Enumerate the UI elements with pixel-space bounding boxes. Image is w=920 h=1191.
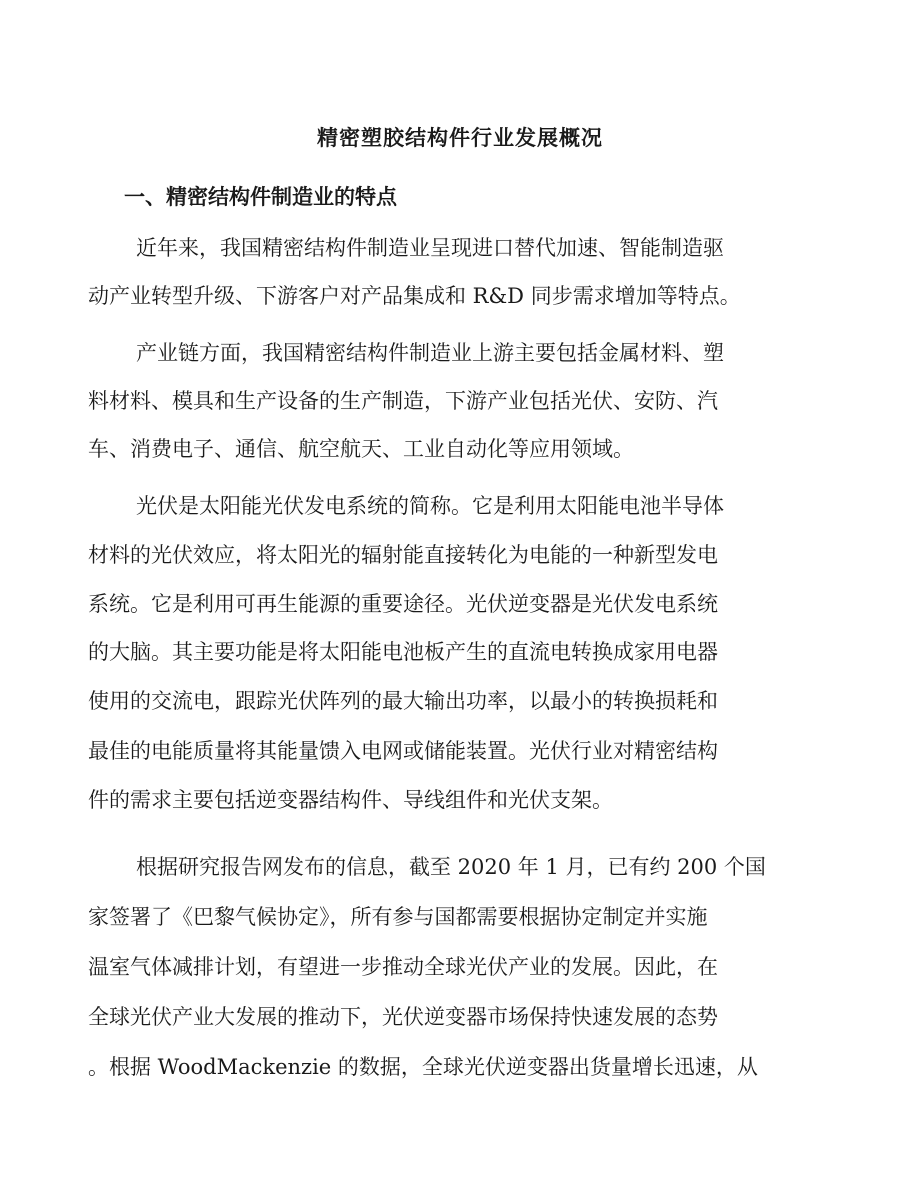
section-heading: 一、精密结构件制造业的特点 [124, 184, 397, 209]
paragraph-4-line-5: 。根据 WoodMackenzie 的数据，全球光伏逆变器出货量增长迅速，从 [88, 1055, 758, 1079]
paragraph-3-line-2: 材料的光伏效应，将太阳光的辐射能直接转化为电能的一种新型发电 [88, 543, 718, 567]
paragraph-4-line-4: 全球光伏产业大发展的推动下，光伏逆变器市场保持快速发展的态势 [88, 1005, 718, 1029]
paragraph-2-line-1: 产业链方面，我国精密结构件制造业上游主要包括金属材料、塑 [136, 341, 724, 365]
paragraph-3-line-6: 最佳的电能质量将其能量馈入电网或储能装置。光伏行业对精密结构 [88, 739, 718, 763]
document-title: 精密塑胶结构件行业发展概况 [317, 125, 603, 150]
paragraph-3-line-4: 的大脑。其主要功能是将太阳能电池板产生的直流电转换成家用电器 [88, 640, 718, 664]
paragraph-1-line-2: 动产业转型升级、下游客户对产品集成和 R&D 同步需求增加等特点。 [88, 284, 741, 308]
paragraph-3-line-7: 件的需求主要包括逆变器结构件、导线组件和光伏支架。 [88, 788, 613, 812]
paragraph-3-line-3: 系统。它是利用可再生能源的重要途径。光伏逆变器是光伏发电系统 [88, 592, 718, 616]
paragraph-3-line-5: 使用的交流电，跟踪光伏阵列的最大输出功率，以最小的转换损耗和 [88, 689, 718, 713]
paragraph-3-line-1: 光伏是太阳能光伏发电系统的简称。它是利用太阳能电池半导体 [136, 494, 724, 518]
paragraph-1-line-1: 近年来，我国精密结构件制造业呈现进口替代加速、智能制造驱 [136, 236, 724, 260]
paragraph-4-line-2: 家签署了《巴黎气候协定》，所有参与国都需要根据协定制定并实施 [88, 905, 708, 929]
paragraph-4-line-1: 根据研究报告网发布的信息，截至 2020 年 1 月，已有约 200 个国 [136, 855, 766, 879]
paragraph-2-line-2: 料材料、模具和生产设备的生产制造，下游产业包括光伏、安防、汽 [88, 389, 718, 413]
paragraph-4-line-3: 温室气体减排计划，有望进一步推动全球光伏产业的发展。因此，在 [88, 955, 718, 979]
paragraph-2-line-3: 车、消费电子、通信、航空航天、工业自动化等应用领域。 [88, 437, 634, 461]
